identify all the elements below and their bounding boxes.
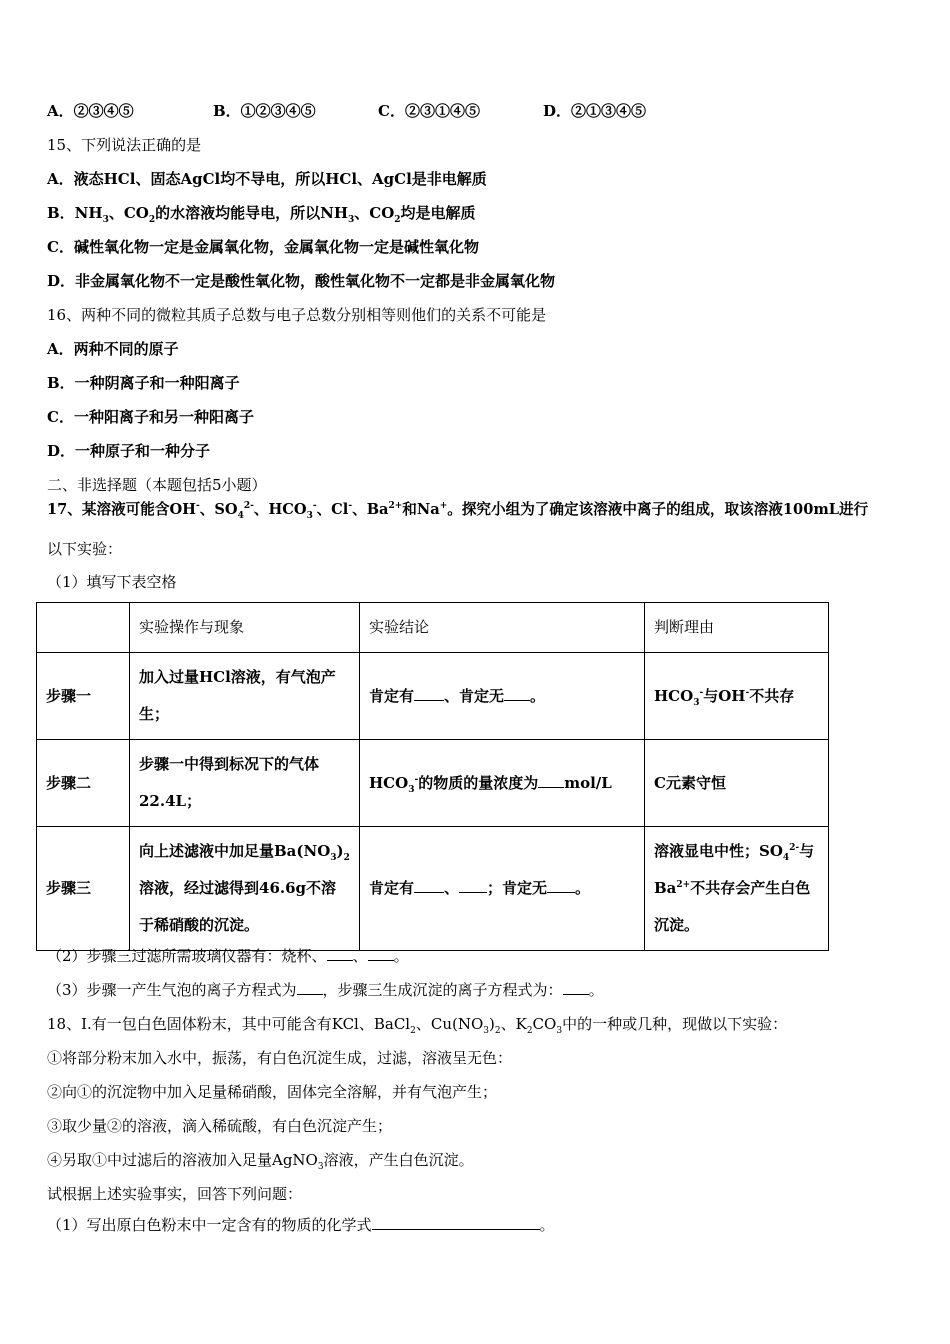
table-header-cell: 实验结论 xyxy=(360,603,645,653)
answer-blank[interactable] xyxy=(327,946,353,961)
answer-blank[interactable] xyxy=(368,946,394,961)
q17-stem-cont: 以下实验： xyxy=(47,540,123,558)
q18-experiment-2: ②向①的沉淀物中加入足量稀硝酸，固体完全溶解，并有气泡产生； xyxy=(47,1083,498,1101)
q14-option-c: C．②③①④⑤ xyxy=(378,102,480,120)
step-operation: 向上述滤液中加足量$Ba(NO_3)_2$溶液，经过滤得到46.6g不溶于稀硝酸的沉淀。 xyxy=(130,827,360,951)
table-header-row xyxy=(37,603,829,653)
q16-option-b: B．一种阴离子和一种阳离子 xyxy=(47,374,240,392)
step-conclusion: $HCO_3^-$的物质的量浓度为 mol/L xyxy=(360,740,645,827)
section-heading: 二、非选择题（本题包括5小题） xyxy=(47,476,267,494)
q14-option-d: D．②①③④⑤ xyxy=(543,102,647,120)
q16-option-c: C．一种阳离子和另一种阳离子 xyxy=(47,408,254,426)
q18-sub1: （1）写出原白色粉末中一定含有的物质的化学式 。 xyxy=(47,1216,555,1234)
q18-experiment-1: ①将部分粉末加入水中，振荡，有白色沉淀生成，过滤，溶液呈无色： xyxy=(47,1049,513,1067)
step-label: 步骤一 xyxy=(37,653,130,740)
q17-sub1: （1）填写下表空格 xyxy=(47,573,177,591)
q15-stem: 15、下列说法正确的是 xyxy=(47,136,202,154)
step-label: 步骤三 xyxy=(37,827,130,951)
q18-experiment-4: ④另取①中过滤后的溶液加入足量AgNO$_3$溶液，产生白色沉淀。 xyxy=(47,1151,474,1172)
table-row xyxy=(37,740,829,827)
q16-stem: 16、两种不同的微粒其质子总数与电子总数分别相等则他们的关系不可能是 xyxy=(47,306,547,324)
q18-stem: 18、Ⅰ.有一包白色固体粉末，其中可能含有KCl、BaCl$_2$、$Cu(NO_3)_2$、$K_2CO_3$中的一种或几种，现做以下实验： xyxy=(47,1015,788,1036)
q14-option-a: A．②③④⑤ xyxy=(47,102,134,120)
q15-option-a: A．液态HCl、固态AgCl均不导电，所以HCl、AgCl是非电解质 xyxy=(47,170,487,188)
step-operation: 步骤一中得到标况下的气体22.4L； xyxy=(130,740,360,827)
q15-option-c: C．碱性氧化物一定是金属氧化物，金属氧化物一定是碱性氧化物 xyxy=(47,238,479,256)
answer-blank[interactable] xyxy=(372,1215,540,1230)
table-row xyxy=(37,653,829,740)
answer-blank[interactable] xyxy=(563,980,589,995)
q17-sub2: （2）步骤三过滤所需玻璃仪器有：烧杯、 、 。 xyxy=(47,947,409,965)
q14-option-b: B．①②③④⑤ xyxy=(213,102,316,120)
step-label: 步骤二 xyxy=(37,740,130,827)
answer-blank[interactable] xyxy=(414,686,444,701)
q15-option-b: B．$NH_3$、$CO_2$的水溶液均能导电，所以$NH_3$、$CO_2$均是电解质 xyxy=(47,204,476,225)
q16-option-d: D．一种原子和一种分子 xyxy=(47,442,211,460)
step-conclusion: 肯定有 、肯定无 。 xyxy=(360,653,645,740)
experiment-table xyxy=(36,602,829,951)
q14-options xyxy=(47,101,646,121)
table-header-cell xyxy=(37,603,130,653)
answer-blank[interactable] xyxy=(459,878,487,893)
table-header-cell: 实验操作与现象 xyxy=(130,603,360,653)
q15-option-d: D．非金属氧化物不一定是酸性氧化物，酸性氧化物不一定都是非金属氧化物 xyxy=(47,272,556,290)
table-header-cell: 判断理由 xyxy=(645,603,829,653)
step-reason: $HCO_3^-$与OH-不共存 xyxy=(645,653,829,740)
step-conclusion: 肯定有 、 ；肯定无 。 xyxy=(360,827,645,951)
answer-blank[interactable] xyxy=(297,980,323,995)
q17-sub3: （3）步骤一产生气泡的离子方程式为 ，步骤三生成沉淀的离子方程式为： 。 xyxy=(47,981,604,999)
step-reason: C元素守恒 xyxy=(645,740,829,827)
answer-blank[interactable] xyxy=(504,686,530,701)
q18-experiment-3: ③取少量②的溶液，滴入稀硫酸，有白色沉淀产生； xyxy=(47,1117,393,1135)
answer-blank[interactable] xyxy=(538,773,564,788)
step-operation: 加入过量HCl溶液，有气泡产生； xyxy=(130,653,360,740)
q18-prompt: 试根据上述实验事实，回答下列问题： xyxy=(47,1185,303,1203)
table-row xyxy=(37,827,829,951)
step-reason: 溶液显电中性；$SO_4^{2-}$与$Ba^{2+}$不共存会产生白色沉淀。 xyxy=(645,827,829,951)
answer-blank[interactable] xyxy=(547,878,575,893)
answer-blank[interactable] xyxy=(414,878,444,893)
q16-option-a: A．两种不同的原子 xyxy=(47,340,179,358)
q17-stem: 17、某溶液可能含OH-、$SO_4^{2-}$、$HCO_3^-$、Cl-、$Ba^{2+}$和Na+。探究小组为了确定该溶液中离子的组成，取该溶液100mL进行 xyxy=(47,501,869,521)
